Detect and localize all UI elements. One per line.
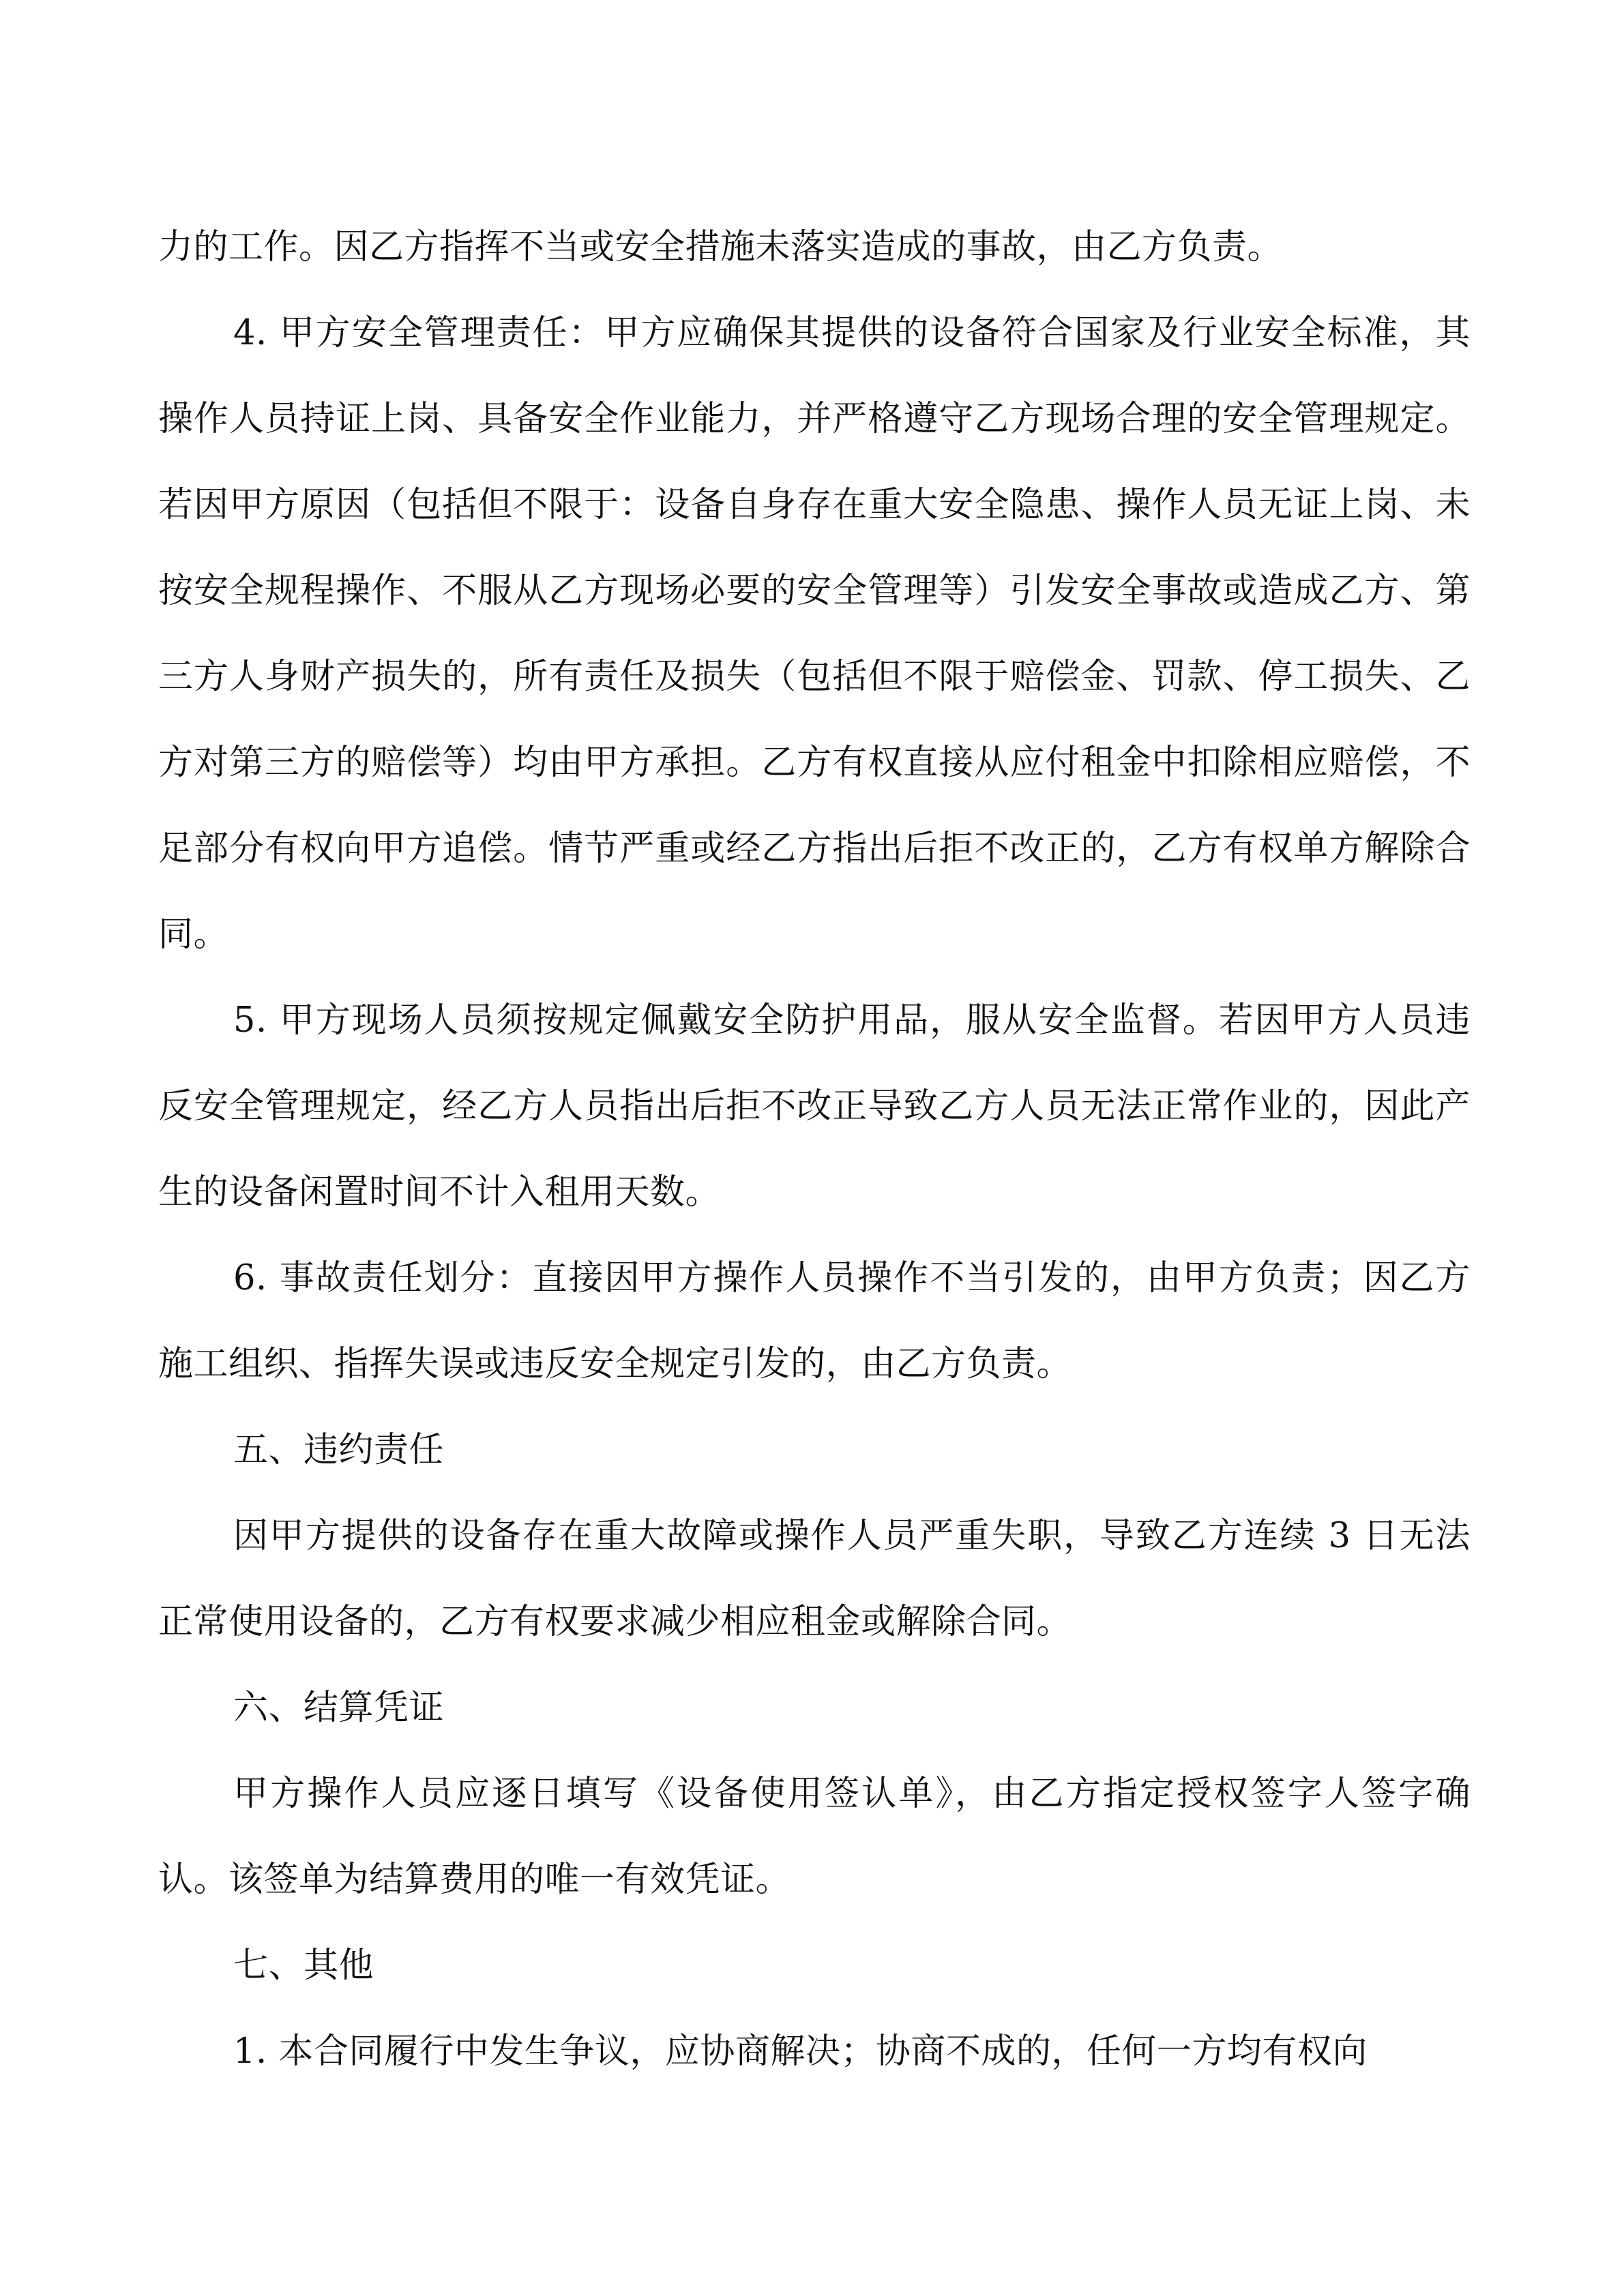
paragraph-clause-4: 4. 甲方安全管理责任：甲方应确保其提供的设备符合国家及行业安全标准，其操作人员持证上岗、具备安全作业能力，并严格遵守乙方现场合理的安全管理规定。若因甲方原因（包括但不限于：设备自身存在重大安全隐患、操作人员无证上岗、未按安全规程操作、不服从乙方现场必要的安全管理等）引发安全事故或造成乙方、第三方人身财产损失的，所有责任及损失（包括但不限于赔偿金、罚款、停工损失、乙方对第三方的赔偿等）均由甲方承担。乙方有权直接从应付租金中扣除相应赔偿，不足部分有权向甲方追偿。情节严重或经乙方指出后拒不改正的，乙方有权单方解除合同。 xyxy=(158,313,1471,955)
paragraph-other-1: 1. 本合同履行中发生争议，应协商解决；协商不成的，任何一方均有权向 xyxy=(233,2031,1368,2072)
paragraph-breach: 因甲方提供的设备存在重大故障或操作人员严重失职，导致乙方连续 3 日无法正常使用设备的，乙方有权要求减少相应租金或解除合同。 xyxy=(158,1516,1471,1642)
paragraph-clause-5: 5. 甲方现场人员须按规定佩戴安全防护用品，服从安全监督。若因甲方人员违反安全管理规定，经乙方人员指出后拒不改正导致乙方人员无法正常作业的，因此产生的设备闲置时间不计入租用天数。 xyxy=(158,1000,1471,1212)
paragraph-clause-6: 6. 事故责任划分：直接因甲方操作人员操作不当引发的，由甲方负责；因乙方施工组织、指挥失误或违反安全规定引发的，由乙方负责。 xyxy=(158,1258,1471,1384)
paragraph-settlement: 甲方操作人员应逐日填写《设备使用签认单》，由乙方指定授权签字人签字确认。该签单为结算费用的唯一有效凭证。 xyxy=(158,1774,1471,1900)
section-heading-5: 五、违约责任 xyxy=(233,1430,445,1470)
document-body xyxy=(158,205,1471,2095)
section-heading-7: 七、其他 xyxy=(233,1945,374,1986)
paragraph-continuation: 力的工作。因乙方指挥不当或安全措施未落实造成的事故，由乙方负责。 xyxy=(158,227,1283,267)
section-heading-6: 六、结算凭证 xyxy=(233,1688,445,1728)
